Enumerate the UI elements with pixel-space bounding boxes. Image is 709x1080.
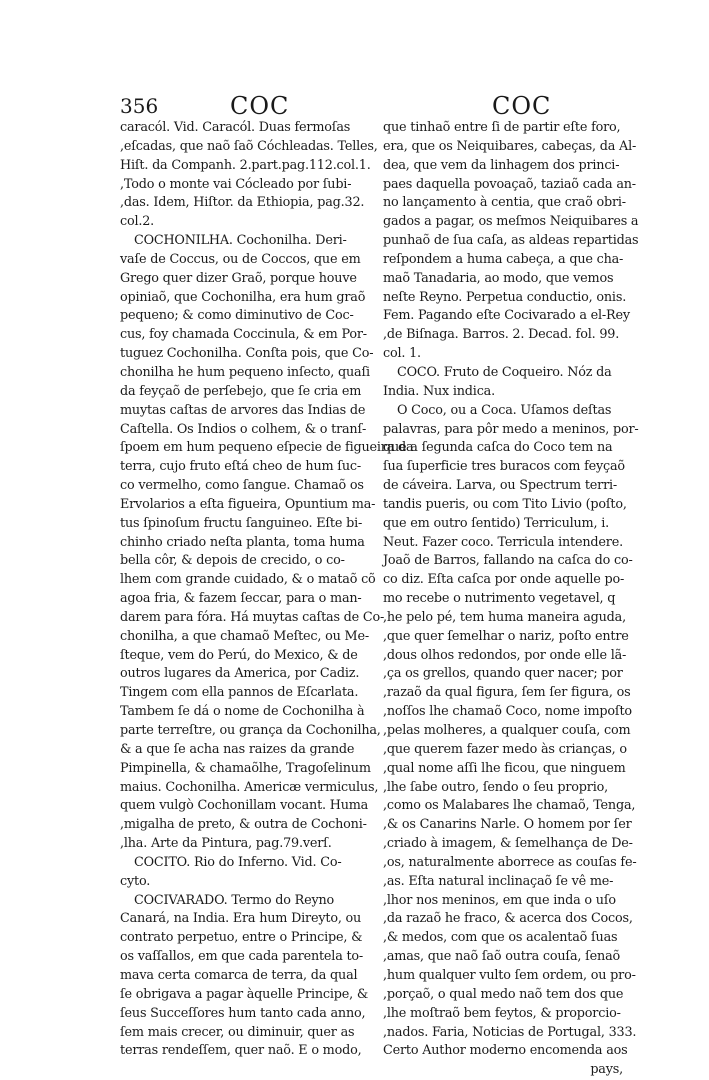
text-line: chonilha he hum pequeno inſecto, quaſi	[120, 364, 370, 380]
text-line: Canará, na India. Era hum Direyto, ou	[120, 911, 362, 927]
text-line: ſpoem em hum pequeno eſpecie de figueira da	[120, 440, 414, 456]
text-line: O Coco, ou a Coca. Uſamos deſtas	[397, 402, 612, 418]
text-line: vaſe de Coccus, ou de Coccos, que em	[120, 251, 361, 267]
text-line: ,razaõ da qual figura, ſem ſer figura, os	[383, 685, 631, 701]
text-line: bella côr, & depois de crecido, o co-	[120, 553, 345, 569]
text-line: ,& os Canarins Narle. O homem por ſer	[383, 817, 632, 833]
text-line: ,migalha de preto, & outra de Cochoni-	[120, 817, 367, 833]
text-line: COCIVARADO. Termo do Reyno	[134, 892, 335, 908]
text-line: no lançamento à centia, que craõ obri-	[383, 195, 626, 211]
text-line: COCHONILHA. Cochonilha. Deri-	[134, 233, 347, 249]
text-line: dea, que vem da linhagem dos princi-	[383, 157, 620, 173]
text-line: tandis pueris, ou com Tito Livio (poſto,	[383, 496, 627, 512]
text-line: maõ Tanadaria, ao modo, que vemos	[383, 270, 614, 286]
text-line: chinho criado neſta planta, toma huma	[120, 534, 365, 550]
text-line: Pimpinella, & chamaõlhe, Tragoſelinum	[120, 760, 371, 776]
text-line: ,da razaõ he fraco, & acerca dos Cocos,	[383, 911, 633, 927]
text-line: ,que quer ſemelhar o nariz, poſto entre	[383, 628, 629, 644]
right-column	[383, 119, 639, 1080]
text-line: quem vulgò Cochonillam vocant. Huma	[120, 798, 369, 814]
text-line: mo recebe o nutrimento vegetavel, q	[383, 591, 616, 607]
text-line: que a ſegunda caſca do Coco tem na	[383, 440, 613, 456]
text-line: ,hum qualquer vulto ſem ordem, ou pro-	[383, 967, 636, 983]
text-line: Hiſt. da Companh. 2.part.pag.112.col.1.	[120, 157, 371, 173]
text-line: Fem. Pagando eſte Cocivarado a el-Rey	[383, 308, 630, 324]
text-line: ,de Biſnaga. Barros. 2. Decad. fol. 99.	[383, 327, 620, 343]
text-line: ,porçaõ, o qual medo naõ tem dos que	[383, 986, 624, 1002]
text-line: ,amas, que naõ ſaõ outra couſa, ſenaõ	[383, 949, 621, 965]
text-line: opiniaõ, que Cochonilha, era hum graõ	[120, 289, 366, 305]
text-line: caracól. Vid. Caracól. Duas fermoſas	[120, 120, 351, 135]
text-line: neſte Reyno. Perpetua conductio, onis.	[383, 289, 627, 305]
text-line: co diz. Eſta caſca por onde aquelle po-	[383, 572, 625, 588]
text-line: ,lha. Arte da Pintura, pag.79.verſ.	[120, 836, 332, 852]
page-number: 356	[120, 94, 159, 118]
text-line: ſeus Succeſſores hum tanto cada anno,	[120, 1005, 366, 1021]
text-line: ,eſcadas, que naõ ſaõ Cóchleadas. Telles,	[120, 138, 378, 154]
text-line: ,os, naturalmente aborrece as couſas fe-	[383, 854, 637, 870]
text-line: punhaõ de ſua caſa, as aldeas repartidas	[383, 233, 639, 249]
text-line: ,pelas molheres, a qualquer couſa, com	[383, 723, 631, 738]
text-line: gados a pagar, os meſmos Neiquibares a	[383, 214, 639, 230]
text-line: ,lhe ſabe outro, ſendo o ſeu proprio,	[383, 779, 608, 795]
text-line: ,nados. Faria, Noticias de Portugal, 333.	[383, 1024, 637, 1040]
text-line: ſe obrigava a pagar àquelle Principe, &	[120, 986, 369, 1002]
text-line: maius. Cochonilha. Americæ vermiculus,	[120, 779, 379, 795]
text-line: ,as. Eſta natural inclinaçaõ ſe vê me-	[383, 873, 614, 889]
text-line: COCITO. Rio do Inferno. Vid. Co-	[134, 854, 342, 870]
text-line: India. Nux indica.	[383, 383, 495, 399]
text-line: ,lhor nos meninos, em que inda o uſo	[383, 892, 616, 908]
header-title-left: COC	[230, 92, 290, 120]
text-line: co vermelho, como ſangue. Chamaõ os	[120, 478, 364, 494]
text-line: de cáveira. Larva, ou Spectrum terri-	[383, 478, 618, 494]
text-line: outros lugares da America, por Cadiz.	[120, 666, 360, 682]
text-line: ,dous olhos redondos, por onde elle lã-	[383, 647, 627, 663]
text-line: ,& medos, com que os acalentaõ ſuas	[383, 930, 618, 946]
text-line: agoa fria, & fazem ſeccar, para o man-	[120, 591, 362, 607]
text-line: ſem mais crecer, ou diminuir, quer as	[120, 1024, 355, 1040]
text-line: ſteque, vem do Perú, do Mexico, & de	[120, 647, 358, 663]
text-line: parte terreſtre, ou grança da Cochonilha,	[120, 723, 381, 738]
text-line: tuguez Cochonilha. Conſta pois, que Co-	[120, 346, 374, 362]
text-line: Neut. Fazer coco. Terricula intendere.	[383, 534, 623, 550]
text-line: lhem com grande cuidado, & o mataõ cõ	[120, 572, 376, 588]
text-line: chonilha, a que chamaõ Meſtec, ou Me-	[120, 628, 369, 644]
text-line: palavras, para pôr medo a meninos, por-	[383, 421, 639, 437]
text-line: mava certa comarca de terra, da qual	[120, 967, 358, 983]
catchword: pays,	[590, 1062, 623, 1078]
text-line: os vaſſallos, em que cada parentela to-	[120, 949, 364, 965]
text-line: ,das. Idem, Hiſtor. da Ethiopia, pag.32.	[120, 195, 365, 211]
text-line: que tinhaõ entre ſi de partir eſte foro,	[383, 120, 621, 135]
text-line: & a que ſe acha nas raizes da grande	[120, 741, 355, 757]
text-line: pequeno; & como diminutivo de Coc-	[120, 308, 354, 324]
text-line: muytas caſtas de arvores das Indias de	[120, 402, 366, 418]
text-line: darem para fóra. Há muytas caſtas de Co-	[120, 609, 385, 625]
text-line: Grego quer dizer Graõ, porque houve	[120, 270, 357, 286]
text-line: Caſtella. Os Indios o colhem, & o tranſ-	[120, 421, 367, 437]
text-line: Ervolarios a eſta figueira, Opuntium ma-	[120, 496, 376, 512]
text-line: terra, cujo fruto eſtá cheo de hum ſuc-	[120, 459, 361, 475]
text-line: cyto.	[120, 873, 151, 889]
text-line: ,he pelo pé, tem huma maneira aguda,	[383, 609, 626, 625]
text-line: col.2.	[120, 214, 155, 230]
text-line: tus ſpinoſum fructu ſanguineo. Eſte bi-	[120, 515, 363, 531]
text-line: cus, foy chamada Coccinula, & em Por-	[120, 327, 367, 343]
text-line: ,lhe moſtraõ bem feytos, & proporcio-	[383, 1005, 621, 1021]
text-line: era, que os Neiquibares, cabeças, da Al-	[383, 138, 637, 154]
text-line: ,como os Malabares lhe chamaõ, Tenga,	[383, 798, 636, 814]
text-line: ,que querem fazer medo às crianças, o	[383, 741, 627, 757]
text-line: ,ça os grellos, quando quer nacer; por	[383, 666, 623, 682]
text-line: contrato perpetuo, entre o Principe, &	[120, 930, 363, 946]
text-line: col. 1.	[383, 346, 421, 362]
text-line: ſua ſuperficie tres buracos com feyçaõ	[383, 459, 625, 475]
text-line: ,noſſos lhe chamaõ Coco, nome impoſto	[383, 704, 632, 720]
text-line: Tambem ſe dá o nome de Cochonilha à	[120, 704, 365, 720]
text-line: terras rendeſſem, quer naõ. E o modo,	[120, 1043, 362, 1059]
text-line: Tingem com ella pannos de Eſcarlata.	[120, 685, 359, 701]
text-line: paes daquella povoaçaõ, taziaõ cada an-	[383, 176, 636, 192]
text-line: reſpondem a huma cabeça, a que cha-	[383, 251, 624, 267]
text-line: ,criado à imagem, & ſemelhança de De-	[383, 836, 633, 852]
text-line: Joaõ de Barros, fallando na caſca do co-	[383, 553, 633, 569]
text-line: da feyçaõ de perſebejo, que ſe cria em	[120, 383, 362, 399]
text-line: ,qual nome aſſi lhe ficou, que ninguem	[383, 760, 626, 776]
text-line: Certo Author moderno encomenda aos	[383, 1043, 628, 1059]
text-line: COCO. Fruto de Coqueiro. Nóz da	[397, 364, 612, 380]
header-title-right: COC	[492, 92, 552, 120]
text-line: que em outro ſentido) Terriculum, i.	[383, 515, 609, 531]
left-column	[120, 119, 414, 1061]
text-line: ,Todo o monte vai Cócleado por ſubi-	[120, 176, 352, 192]
